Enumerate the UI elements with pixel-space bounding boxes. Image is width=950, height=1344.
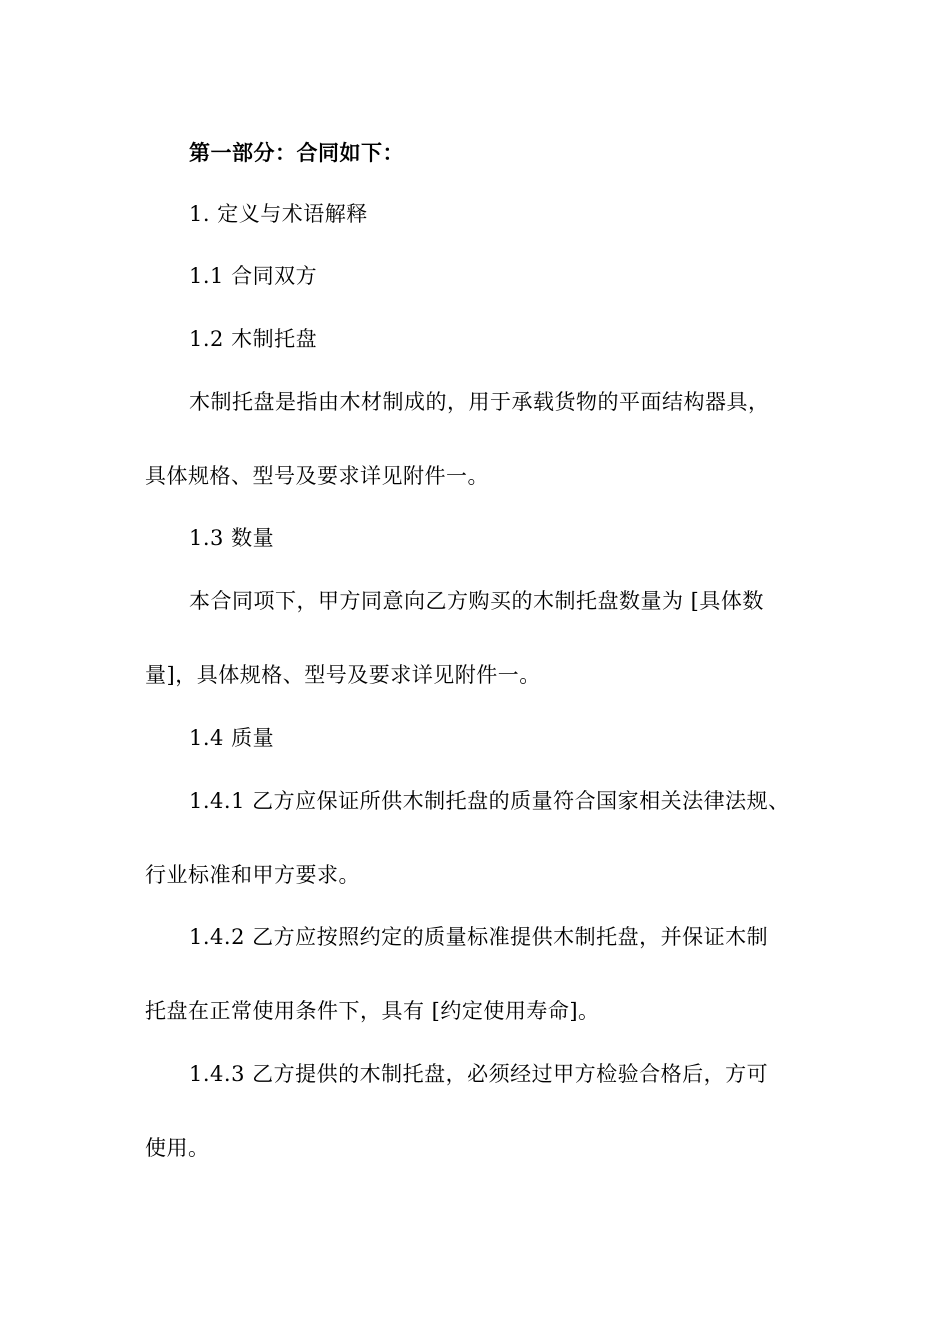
clause-1-4-3-line-2: 使用。 bbox=[145, 1136, 210, 1160]
clause-1-3-text-line-1: 本合同项下，甲方同意向乙方购买的木制托盘数量为 [具体数 bbox=[189, 589, 764, 613]
clause-1-2-text-line-2: 具体规格、型号及要求详见附件一。 bbox=[145, 464, 489, 488]
clause-1-1-title: 1.1 合同双方 bbox=[189, 264, 318, 288]
clause-1-4-2-line-1: 1.4.2 乙方应按照约定的质量标准提供木制托盘，并保证木制 bbox=[189, 925, 769, 949]
section-heading: 第一部分：合同如下： bbox=[189, 140, 404, 165]
clause-1-3-text-line-2: 量]，具体规格、型号及要求详见附件一。 bbox=[145, 663, 541, 687]
clause-1-title: 1. 定义与术语解释 bbox=[189, 202, 368, 226]
clause-1-2-title: 1.2 木制托盘 bbox=[189, 327, 318, 351]
clause-1-4-2-line-2: 托盘在正常使用条件下，具有 [约定使用寿命]。 bbox=[145, 999, 600, 1023]
clause-1-2-text-line-1: 木制托盘是指由木材制成的，用于承载货物的平面结构器具， bbox=[189, 390, 770, 414]
clause-1-4-1-line-1: 1.4.1 乙方应保证所供木制托盘的质量符合国家相关法律法规、 bbox=[189, 789, 790, 813]
clause-1-3-title: 1.3 数量 bbox=[189, 526, 275, 550]
clause-1-4-3-line-1: 1.4.3 乙方提供的木制托盘，必须经过甲方检验合格后，方可 bbox=[189, 1062, 769, 1086]
clause-1-4-1-line-2: 行业标准和甲方要求。 bbox=[145, 863, 360, 887]
clause-1-4-title: 1.4 质量 bbox=[189, 726, 275, 750]
